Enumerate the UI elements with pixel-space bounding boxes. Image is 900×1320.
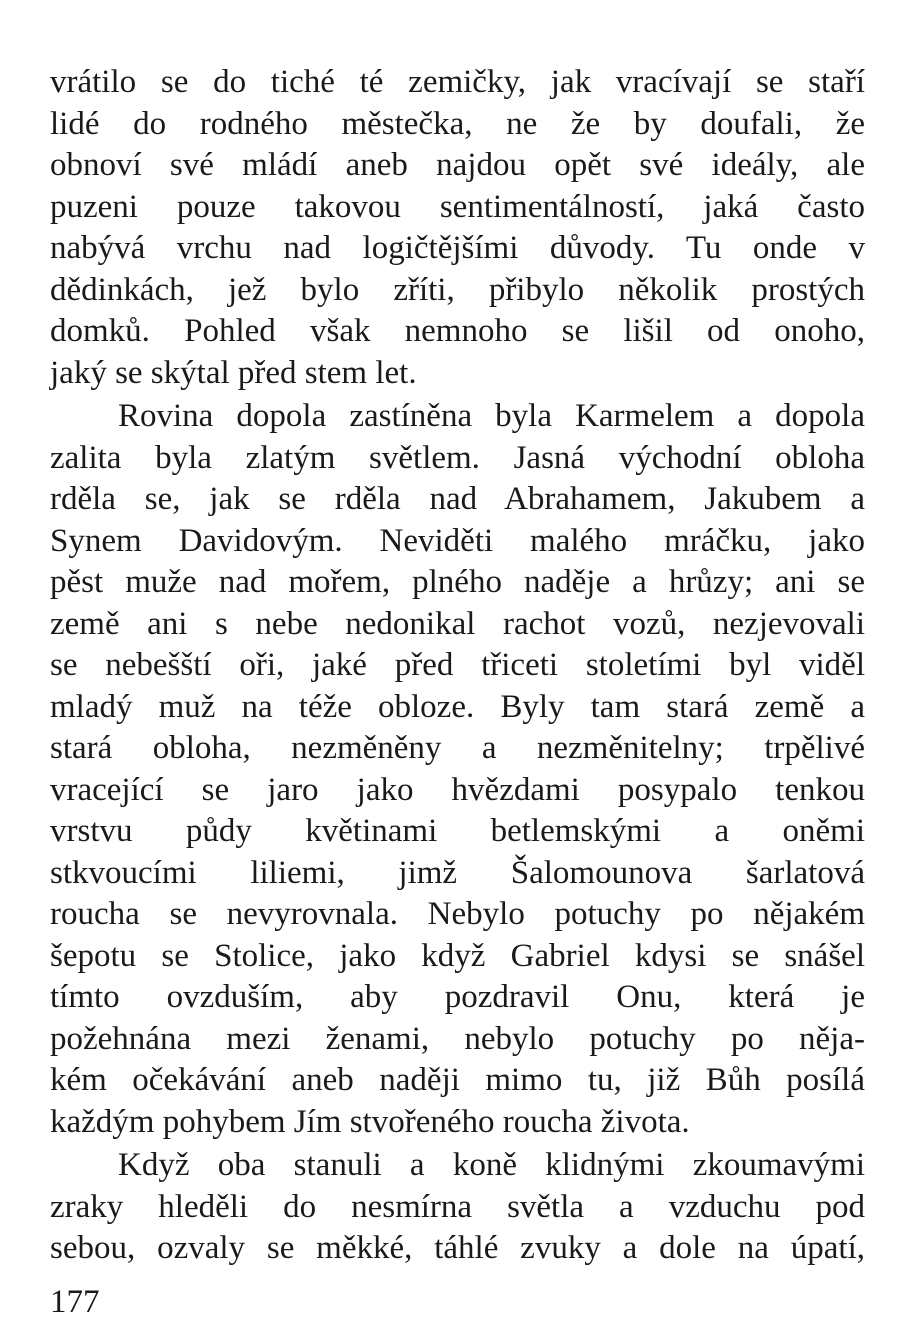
paragraph [50, 1145, 865, 1270]
paragraph [50, 62, 865, 394]
text-line: stkvoucími liliemi, jimž Šalomounova šarlatová [50, 854, 865, 891]
text-line: Rovina dopola zastíněna byla Karmelem a dopola [118, 398, 865, 434]
text-line: stará obloha, nezměněny a nezměnitelny; trpělivé [50, 730, 865, 766]
text-line: domků. Pohled však nemnoho se lišil od onoho, [50, 313, 865, 349]
paragraph [50, 396, 865, 1143]
document-page [50, 62, 865, 1270]
text-line: puzeni pouze takovou sentimentálností, jaká často [50, 188, 865, 225]
text-line: sebou, ozvaly se měkké, táhlé zvuky a dole na úpatí, [50, 1230, 865, 1266]
text-line: vracející se jaro jako hvězdami posypalo tenkou [50, 771, 865, 808]
document-body [50, 62, 865, 1270]
text-line: vrstvu půdy květinami betlemskými a oněmi [50, 813, 865, 849]
text-line: zraky hleděli do nesmírna světla a vzduchu pod [50, 1188, 865, 1225]
text-line: kém očekávání aneb naději mimo tu, již Bůh posílá [50, 1062, 865, 1098]
text-line: Synem Davidovým. Neviděti malého mráčku, jako [50, 522, 865, 559]
text-line: lidé do rodného městečka, ne že by doufali, že [50, 105, 865, 142]
text-line: požehnána mezi ženami, nebylo potuchy po něja- [50, 1020, 865, 1057]
text-line: tímto ovzduším, aby pozdravil Onu, která je [50, 979, 865, 1015]
text-line: nabývá vrchu nad logičtějšími důvody. Tu onde v [50, 230, 865, 266]
text-line: každým pohybem Jím stvořeného roucha života. [50, 1103, 690, 1140]
text-line: dědinkách, jež bylo zříti, přibylo několik prostých [50, 271, 865, 308]
text-line: jaký se skýtal před stem let. [50, 354, 417, 391]
text-line: rděla se, jak se rděla nad Abrahamem, Jakubem a [50, 481, 865, 517]
text-line: vrátilo se do tiché té zemičky, jak vracívají se staří [50, 64, 865, 100]
text-line: šepotu se Stolice, jako když Gabriel kdysi se snášel [50, 937, 865, 974]
text-line: obnoví své mládí aneb najdou opět své ideály, ale [50, 147, 865, 183]
page-number: 177 [50, 1284, 100, 1320]
text-line: země ani s nebe nedonikal rachot vozů, nezjevovali [50, 605, 865, 642]
text-line: se nebešští oři, jaké před třiceti stoletími byl viděl [50, 647, 865, 683]
text-line: Když oba stanuli a koně klidnými zkoumavými [118, 1147, 865, 1183]
text-line: zalita byla zlatým světlem. Jasná východní obloha [50, 439, 865, 476]
text-line: pěst muže nad mořem, plného naděje a hrůzy; ani se [50, 564, 865, 600]
text-line: mladý muž na téže obloze. Byly tam stará země a [50, 688, 865, 725]
text-line: roucha se nevyrovnala. Nebylo potuchy po nějakém [50, 896, 865, 932]
